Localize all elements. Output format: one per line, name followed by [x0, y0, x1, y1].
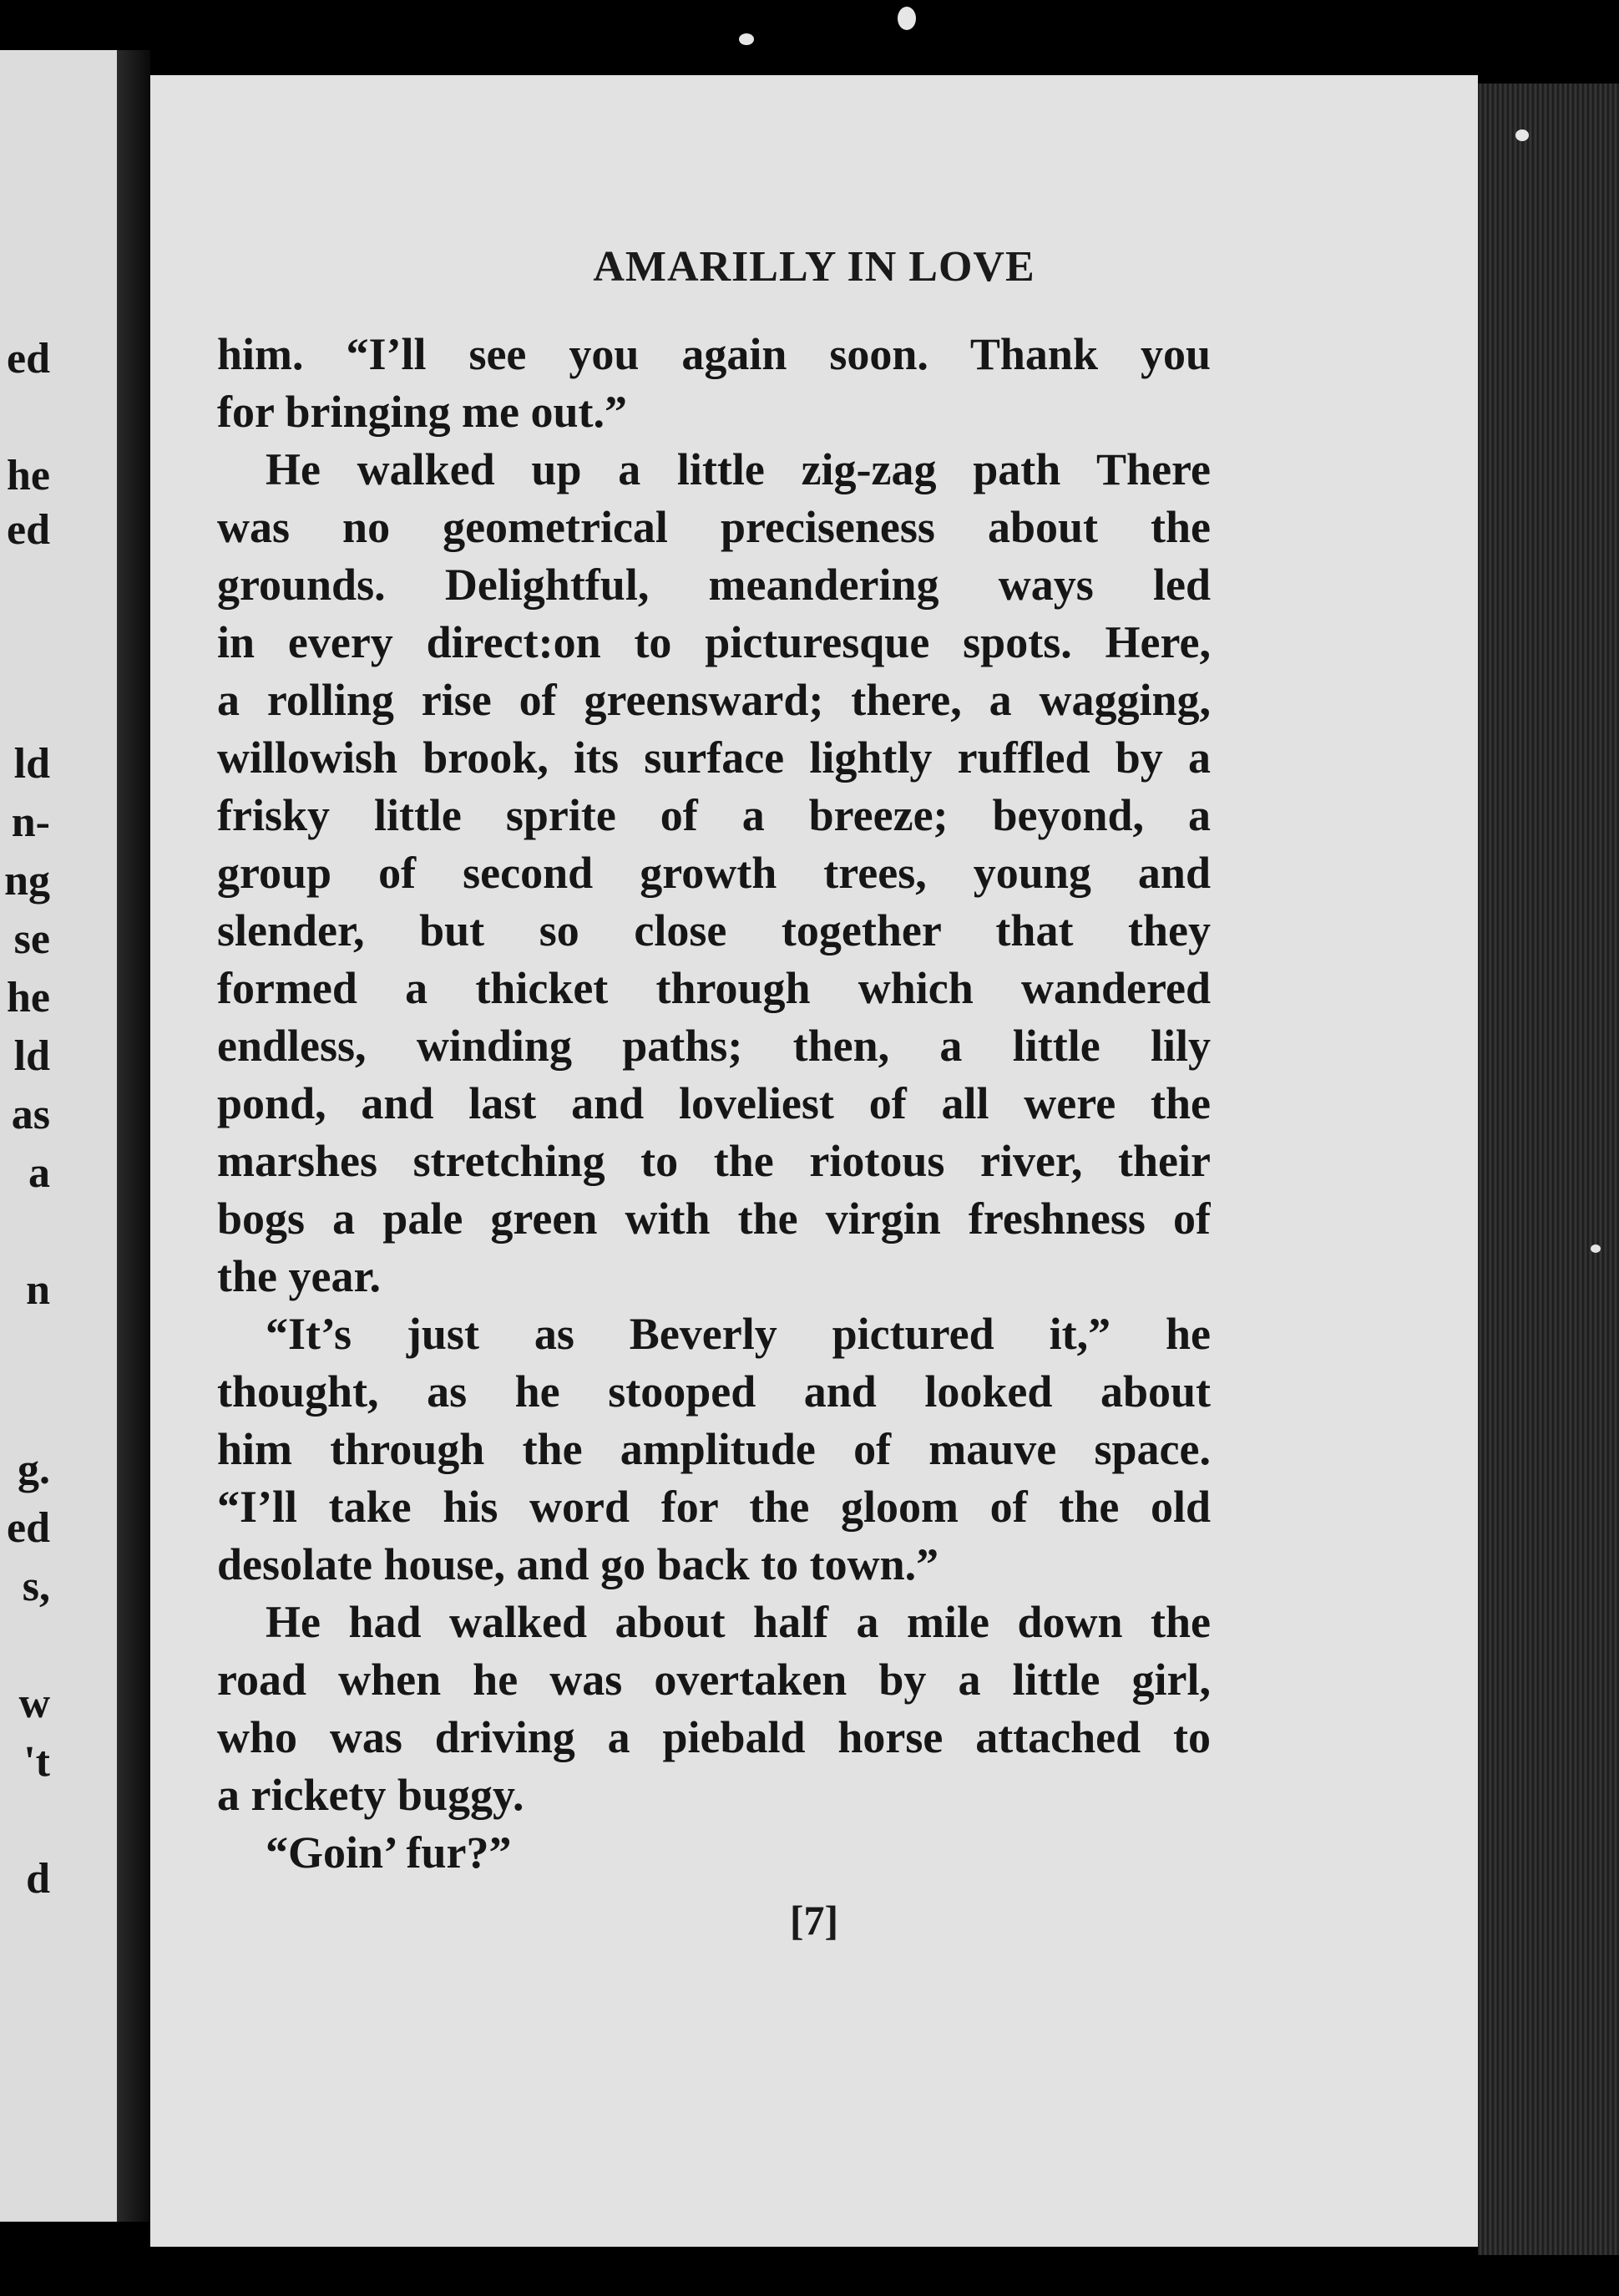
running-head: AMARILLY IN LOVE — [593, 243, 1035, 291]
text-line: “I’ll take his word for the gloom of the old — [217, 1482, 1211, 1532]
text-line: grounds. Delightful, meandering ways led — [217, 560, 1211, 610]
book-gutter — [117, 50, 150, 2222]
facing-page-fragment: ng — [4, 857, 50, 905]
facing-page-fragment: ld — [13, 740, 50, 788]
text-line: slender, but so close together that they — [217, 905, 1211, 955]
text-line: a rickety buggy. — [217, 1770, 524, 1820]
scan-speck — [1515, 129, 1529, 141]
text-line: pond, and last and loveliest of all were the — [217, 1078, 1211, 1128]
facing-page-fragment: n — [26, 1266, 50, 1314]
page-body — [217, 326, 1211, 1882]
facing-page-fragment: ed — [7, 506, 50, 554]
facing-page-fragment: he — [7, 452, 50, 499]
text-line: “It’s just as Beverly pictured it,” he — [266, 1309, 1211, 1359]
text-line: group of second growth trees, young and — [217, 848, 1211, 898]
text-line: road when he was overtaken by a little girl, — [217, 1655, 1211, 1705]
facing-page-fragment: ed — [7, 335, 50, 383]
text-line: was no geometrical preciseness about the — [217, 502, 1211, 552]
text-line: him through the amplitude of mauve space. — [217, 1424, 1211, 1474]
facing-page-fragment: as — [11, 1091, 50, 1138]
scan-speck — [898, 7, 916, 30]
facing-page-fragment: g. — [18, 1446, 50, 1493]
facing-page-fragment: n- — [11, 798, 50, 846]
facing-page-fragment: d — [26, 1855, 50, 1903]
text-line: endless, winding paths; then, a little lily — [217, 1021, 1211, 1071]
facing-page-text — [0, 50, 50, 2222]
page-number: [7] — [789, 1897, 839, 1944]
text-line: desolate house, and go back to town.” — [217, 1539, 939, 1589]
text-line: formed a thicket through which wandered — [217, 963, 1211, 1013]
text-line: He walked up a little zig-zag path There — [266, 444, 1211, 494]
text-line: marshes stretching to the riotous river, their — [217, 1136, 1211, 1186]
scan-speck — [1591, 1244, 1601, 1253]
text-line: the year. — [217, 1251, 381, 1301]
facing-page-fragment: 't — [23, 1738, 50, 1786]
page-edges — [1478, 84, 1619, 2255]
text-line: him. “I’ll see you again soon. Thank you — [217, 329, 1211, 379]
scan-speck — [739, 33, 754, 45]
text-line: bogs a pale green with the virgin freshness of — [217, 1194, 1211, 1244]
facing-page-fragment: se — [13, 915, 50, 963]
facing-page-fragment: s, — [22, 1563, 50, 1610]
text-line: willowish brook, its surface lightly ruffled by a — [217, 732, 1211, 783]
facing-page-fragment: he — [7, 974, 50, 1021]
text-line: frisky little sprite of a breeze; beyond, a — [217, 790, 1211, 840]
text-line: “Goin’ fur?” — [266, 1827, 512, 1878]
facing-page — [0, 50, 117, 2222]
facing-page-fragment: w — [18, 1680, 50, 1727]
book-page — [150, 75, 1478, 2247]
text-line: for bringing me out.” — [217, 387, 628, 437]
text-line: in every direct:on to picturesque spots. Here, — [217, 617, 1211, 667]
facing-page-fragment: ld — [13, 1032, 50, 1080]
text-line: who was driving a piebald horse attached to — [217, 1712, 1211, 1762]
text-line: a rolling rise of greensward; there, a wagging, — [217, 675, 1211, 725]
facing-page-fragment: a — [28, 1149, 50, 1197]
text-line: He had walked about half a mile down the — [266, 1597, 1211, 1647]
text-line: thought, as he stooped and looked about — [217, 1366, 1211, 1417]
facing-page-fragment: ed — [7, 1504, 50, 1552]
